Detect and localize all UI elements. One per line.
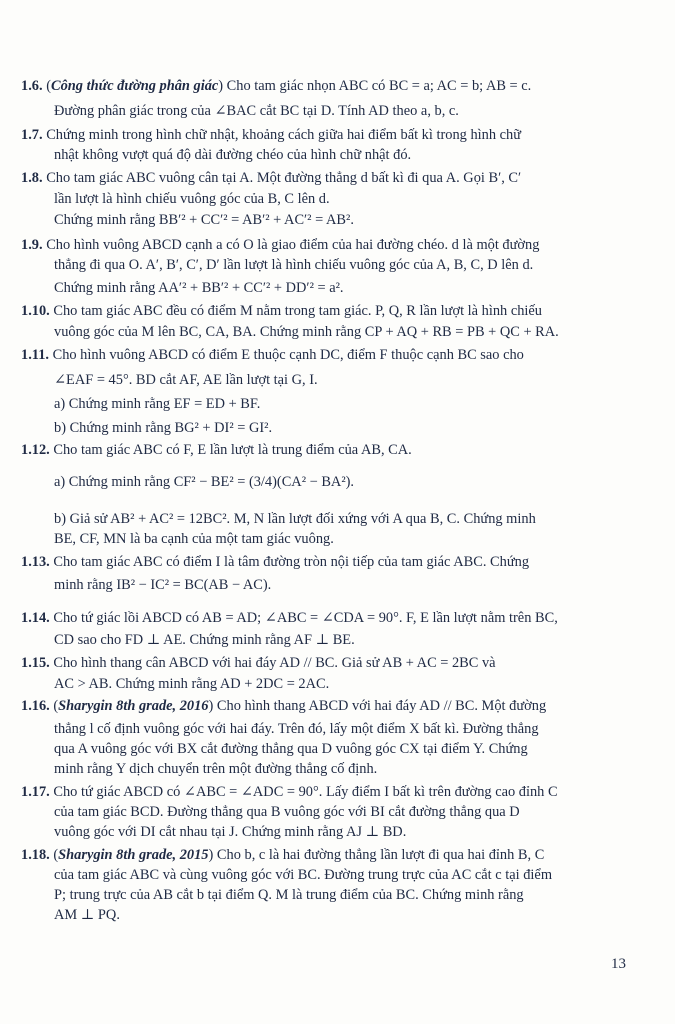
problem-1-11-line-1: 1.11. Cho hình vuông ABCD có điểm E thuộc cạnh DC, điểm F thuộc cạnh BC sao cho xyxy=(21,347,524,363)
problem-1-14-line-2: CD sao cho FD ⊥ AE. Chứng minh rằng AF ⊥ BE. xyxy=(54,632,355,648)
problem-1-13-line-2: minh rằng IB² − IC² = BC(AB − AC). xyxy=(54,577,272,593)
problem-1-12-part-b-line-2: BE, CF, MN là ba cạnh của một tam giác vuông. xyxy=(54,531,334,547)
problem-1-8-line-2: lần lượt là hình chiếu vuông góc của B, C lên d. xyxy=(54,191,330,207)
problem-1-17-line-3: vuông góc với DI cắt nhau tại J. Chứng minh rằng AJ ⊥ BD. xyxy=(54,824,407,840)
problem-1-17-line-1: 1.17. Cho tứ giác ABCD có ∠ABC = ∠ADC = 90°. Lấy điểm I bất kì trên đường cao đỉnh C xyxy=(21,784,558,800)
problem-1-6-line-2: Đường phân giác trong của ∠BAC cắt BC tại D. Tính AD theo a, b, c. xyxy=(54,103,459,119)
problem-1-15-line-2: AC > AB. Chứng minh rằng AD + 2DC = 2AC. xyxy=(54,676,330,692)
problem-1-17-line-2: của tam giác BCD. Đường thẳng qua B vuông góc với BI cắt đường thẳng qua D xyxy=(54,804,520,820)
problem-1-10-line-2: vuông góc của M lên BC, CA, BA. Chứng minh rằng CP + AQ + RB = PB + QC + RA. xyxy=(54,324,559,340)
problem-1-18-line-4: AM ⊥ PQ. xyxy=(54,907,120,923)
problem-1-9-line-2: thẳng đi qua O. A′, B′, C′, D′ lần lượt là hình chiếu vuông góc của A, B, C, D lên d. xyxy=(54,257,534,273)
problem-1-16-line-3: qua A vuông góc với BX cắt đường thẳng qua D vuông góc CX tại điểm Y. Chứng xyxy=(54,741,528,757)
problem-1-18-line-1: 1.18. (Sharygin 8th grade, 2015) Cho b, c là hai đường thẳng lần lượt đi qua hai đỉnh B, C xyxy=(21,847,545,863)
problem-1-16-line-1: 1.16. (Sharygin 8th grade, 2016) Cho hình thang ABCD với hai đáy AD // BC. Một đường xyxy=(21,698,547,714)
problem-1-15-line-1: 1.15. Cho hình thang cân ABCD với hai đáy AD // BC. Giả sử AB + AC = 2BC và xyxy=(21,655,496,671)
problem-1-14-line-1: 1.14. Cho tứ giác lồi ABCD có AB = AD; ∠ABC = ∠CDA = 90°. F, E lần lượt nằm trên BC, xyxy=(21,610,558,626)
problem-1-11-part-a: a) Chứng minh rằng EF = ED + BF. xyxy=(54,396,261,412)
problem-1-10-line-1: 1.10. Cho tam giác ABC đều có điểm M nằm trong tam giác. P, Q, R lần lượt là hình chiếu xyxy=(21,303,543,319)
problem-1-7-line-2: nhật không vượt quá độ dài đường chéo của hình chữ nhật đó. xyxy=(54,147,412,163)
problem-1-7-line-1: 1.7. Chứng minh trong hình chữ nhật, khoảng cách giữa hai điểm bất kì trong hình chữ xyxy=(21,127,522,143)
problem-1-9-line-3: Chứng minh rằng AA′² + BB′² + CC′² + DD′² = a². xyxy=(54,280,344,296)
problem-1-8-line-1: 1.8. Cho tam giác ABC vuông cân tại A. Một đường thẳng d bất kì đi qua A. Gọi B′, C′ xyxy=(21,170,522,186)
problem-1-18-line-2: của tam giác ABC và cùng vuông góc với BC. Đường trung trực của AC cắt c tại điểm xyxy=(54,867,553,883)
problem-1-12-part-b-line-1: b) Giả sử AB² + AC² = 12BC². M, N lần lượt đối xứng với A qua B, C. Chứng minh xyxy=(54,511,536,527)
problem-1-11-line-2: ∠EAF = 45°. BD cắt AF, AE lần lượt tại G, I. xyxy=(54,372,318,388)
problem-1-6-line-1: 1.6. (Công thức đường phân giác) Cho tam giác nhọn ABC có BC = a; AC = b; AB = c. xyxy=(21,78,532,94)
problem-1-13-line-1: 1.13. Cho tam giác ABC có điểm I là tâm đường tròn nội tiếp của tam giác ABC. Chứng xyxy=(21,554,530,570)
problem-1-16-line-2: thẳng l cố định vuông góc với hai đáy. Trên đó, lấy một điểm X bất kì. Đường thẳng xyxy=(54,721,539,737)
problem-1-8-line-3: Chứng minh rằng BB′² + CC′² = AB′² + AC′² = AB². xyxy=(54,212,354,228)
problem-1-12-part-a: a) Chứng minh rằng CF² − BE² = (3/4)(CA² − BA²). xyxy=(54,474,355,490)
problem-1-16-line-4: minh rằng Y dịch chuyển trên một đường thẳng cố định. xyxy=(54,761,378,777)
problem-1-9-line-1: 1.9. Cho hình vuông ABCD cạnh a có O là giao điểm của hai đường chéo. d là một đường xyxy=(21,237,540,253)
problem-1-11-part-b: b) Chứng minh rằng BG² + DI² = GI². xyxy=(54,420,273,436)
problem-1-18-line-3: P; trung trực của AB cắt b tại điểm Q. M là trung điểm của BC. Chứng minh rằng xyxy=(54,887,524,903)
problem-1-12-line-1: 1.12. Cho tam giác ABC có F, E lần lượt là trung điểm của AB, CA. xyxy=(21,442,412,458)
page-number: 13 xyxy=(611,956,626,972)
